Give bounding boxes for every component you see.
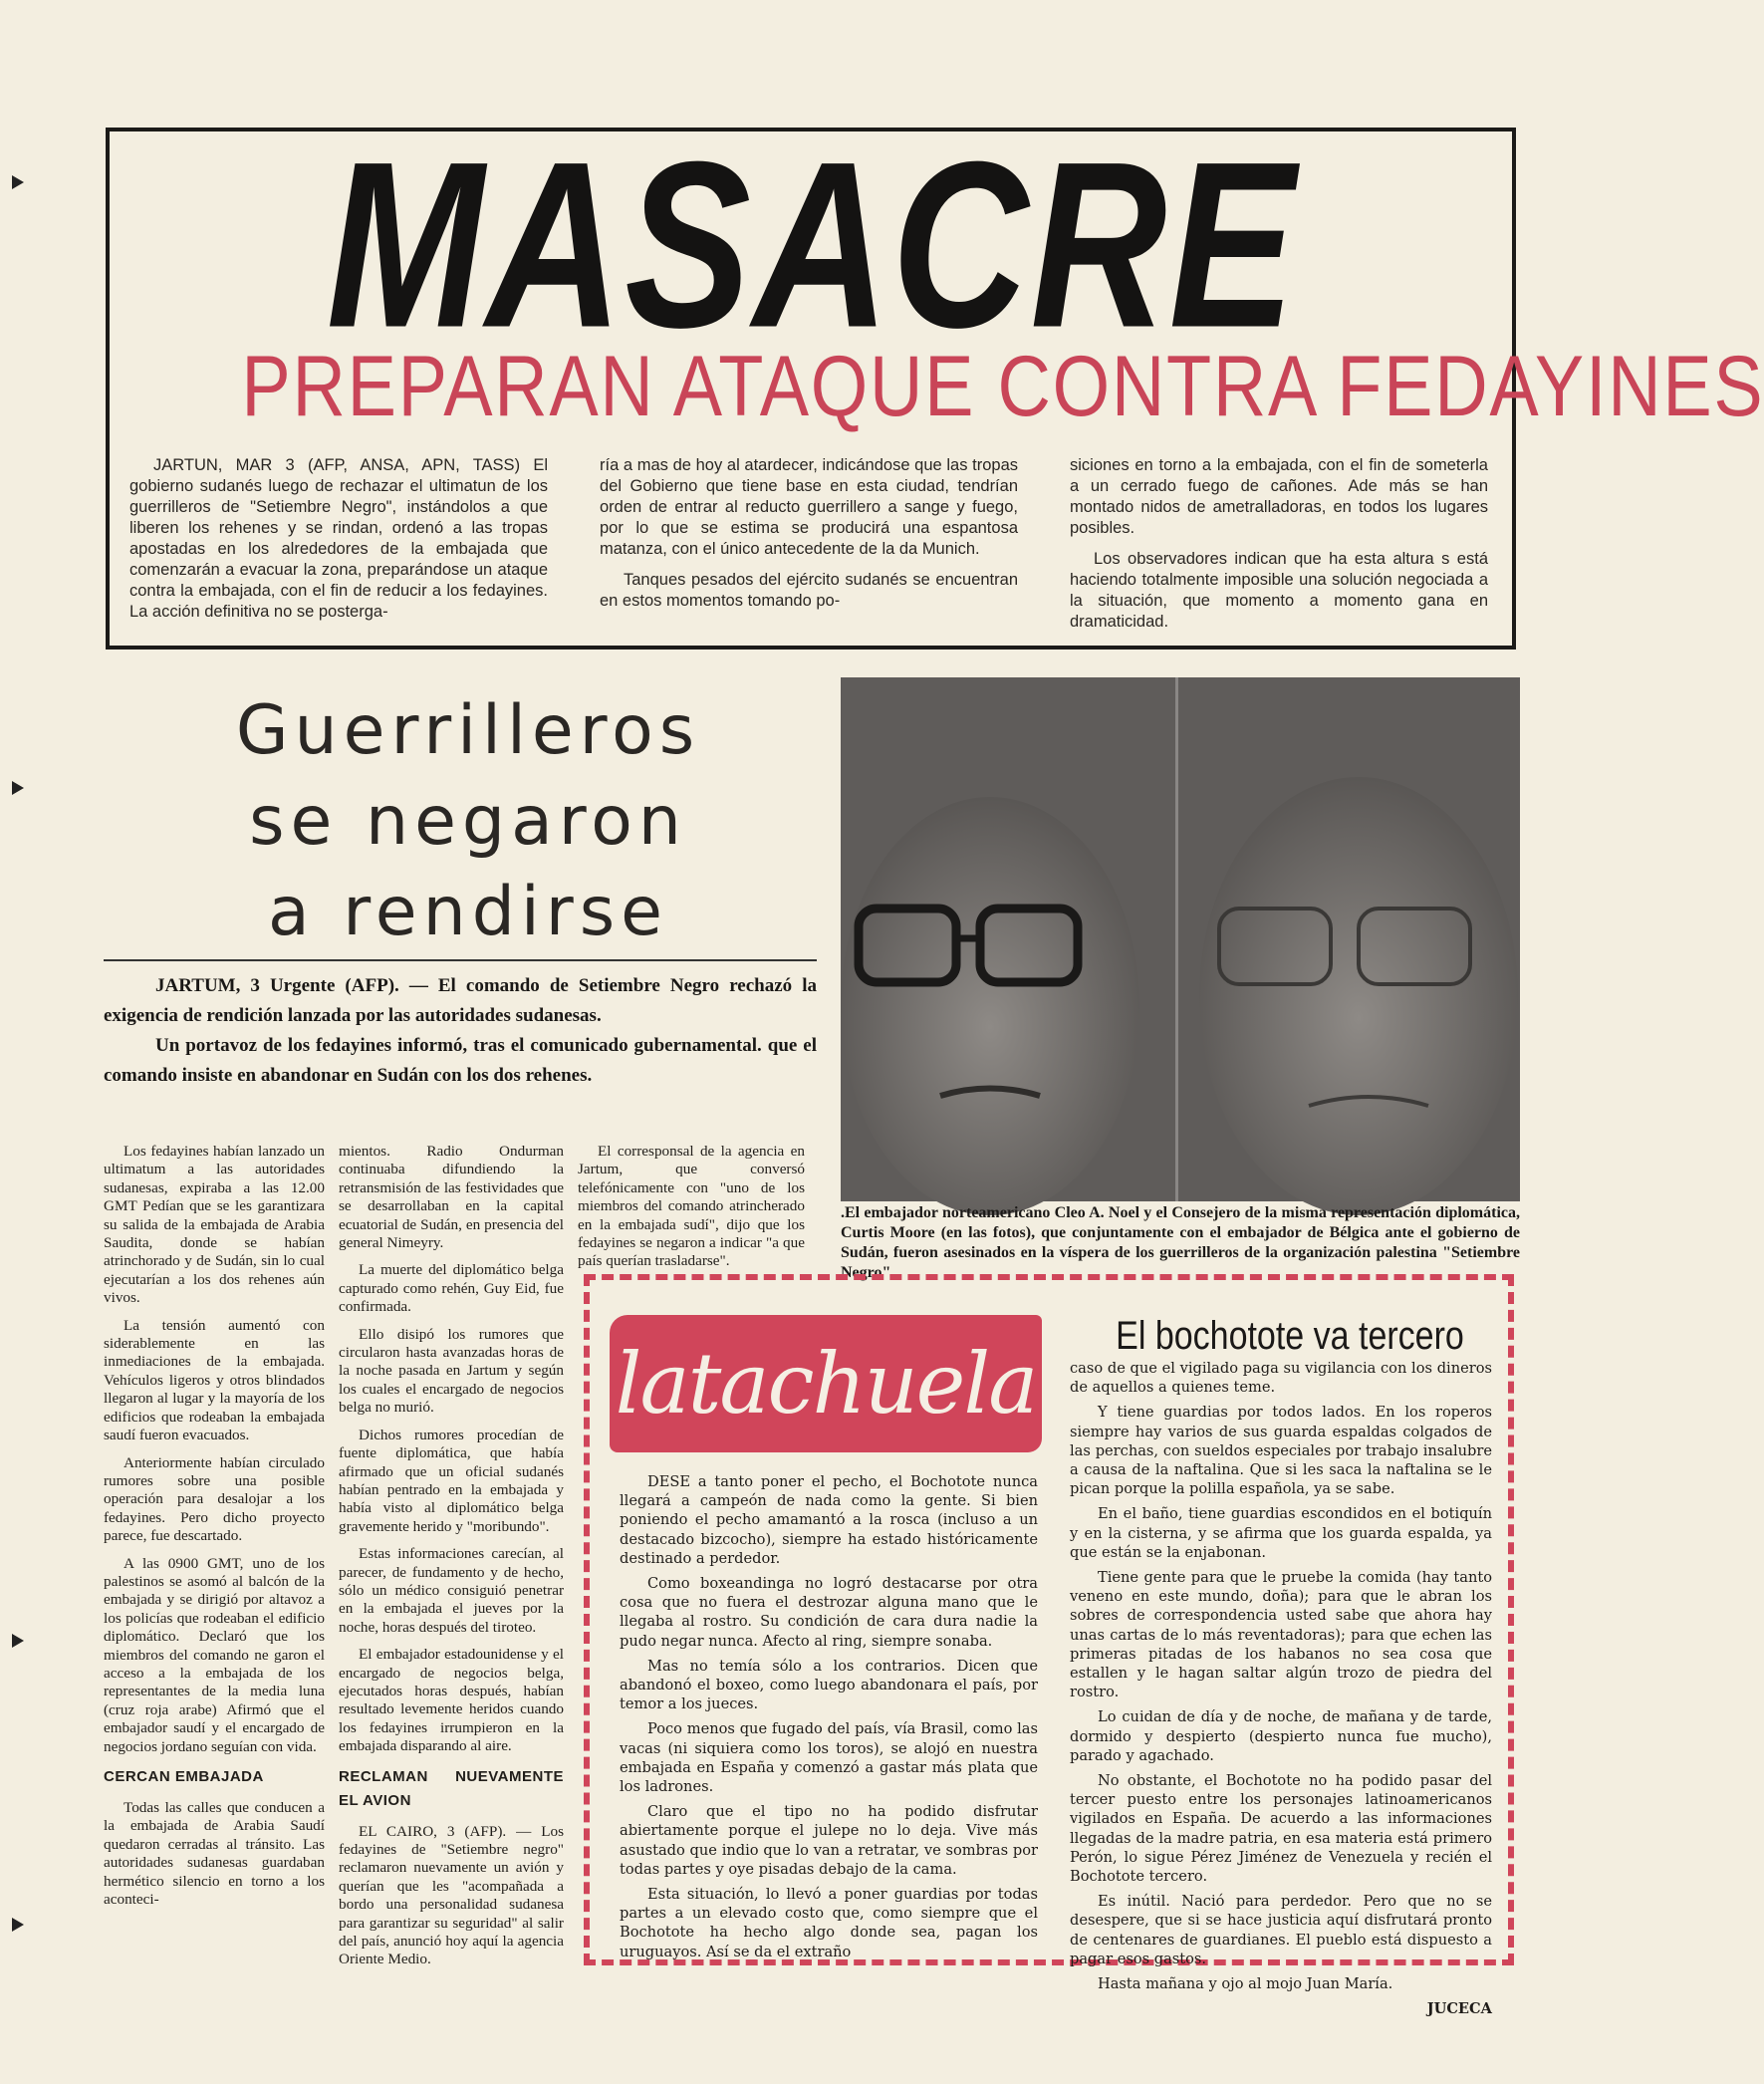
- paragraph: La muerte del diplomático belga capturado como rehén, Guy Eid, fue confirmada.: [339, 1261, 564, 1316]
- paragraph: ría a mas de hoy al atardecer, indicándose que las tropas del Gobierno que tiene base en esta ciudad, tendrían orden de entrar al reducto guerrillero a sange y fuego, por lo que se estima se producirá una espantosa matanza, con el único antecedente de la da Munich.: [600, 456, 1018, 558]
- headline-line: se negaron: [249, 782, 687, 861]
- paragraph: Dichos rumores procedían de fuente diplomática, que había afirmado que un oficial sudanés habían pentrado en la embajada y había visto al diplomático belga gravemente herido y "moribundo".: [339, 1426, 564, 1535]
- story-column-2: [339, 1143, 564, 1978]
- column-left-text: [620, 1472, 1038, 1967]
- paragraph: DESE a tanto poner el pecho, el Bochotote nunca llegará a campeón de nada como la gente. Si bien poniendo el pecho amamantó a la rosca (incluso a un destacado bizcocho), siempre ha estado históricamente destinado a perdedor.: [620, 1473, 1038, 1567]
- paragraph: El embajador estadounidense y el encargado de negocios belga, ejecutados horas después, habían resultado levemente heridos cuando los fedayines irrumpieron en la embajada disparando al aire.: [339, 1646, 564, 1755]
- paragraph: Estas informaciones carecían, al parecer, de fundamento y de hecho, sólo un médico consiguió penetrar en la embajada el jueves por la noche, horas después del tiroteo.: [339, 1545, 564, 1636]
- paragraph: Los observadores indican que ha esta altura s está haciendo totalmente imposible una solución negociada a la situación, que momento a momento gana en dramaticidad.: [1070, 550, 1488, 631]
- paragraph: Poco menos que fugado del país, vía Brasil, como las vacas (ni siquiera como los toros), se alojó en nuestra embajada en España y comenzó a gastar más plata que los ladrones.: [620, 1720, 1038, 1796]
- paragraph: La tensión aumentó con siderablemente en las inmediaciones de la embajada. Vehículos ligeros y otros blindados llegaron al lugar y la mayoría de los edificios que rodeaban la embajada saudí fueron evacuados.: [104, 1316, 325, 1444]
- top-column-2: [600, 455, 1018, 622]
- headline-rule: [104, 959, 817, 961]
- column-logo: latachuela: [615, 1335, 1037, 1433]
- headline-line: Guerrilleros: [235, 691, 701, 770]
- story-lede: [104, 971, 817, 1091]
- paragraph: Ello disipó los rumores que circularon hasta avanzadas horas de la noche pasada en Jartum y según los cuales el encargado de negocios belga no murió.: [339, 1325, 564, 1417]
- margin-mark: [12, 1918, 24, 1932]
- paragraph: EL CAIRO, 3 (AFP). — Los fedayines de "Setiembre negro" reclamaron nuevamente un avión y querían que les "acompañada a bordo una personalidad sudanesa para garantizar su seguridad" al salir del país, anunció hoy aquí la agencia Oriente Medio.: [339, 1822, 564, 1968]
- paragraph: Todas las calles que conducen a la embajada de Arabia Saudí quedaron cerradas al tránsito. Las autoridades sudanesas guardaban hermético silencio en torno a los aconteci-: [104, 1799, 325, 1909]
- paragraph: El corresponsal de la agencia en Jartum, que conversó telefónicamente con "uno de los miembros del comando atrincherado en la embajada sudí", dijo que los fedayines se negaron a indicar "a que país querían trasladarse".: [578, 1143, 805, 1270]
- top-column-3: [1070, 455, 1488, 643]
- margin-mark: [12, 175, 24, 189]
- paragraph: mientos. Radio Ondurman continuaba difundiendo la retransmisión de las festividades que se desarrollaban en la capital ecuatorial de Sudán, en presencia del general Nimeyry.: [339, 1143, 564, 1252]
- paragraph: siciones en torno a la embajada, con el fin de someterla a un cerrado fuego de cañones. Ade más se han montado nidos de ametralladoras, en todos los lugares posibles.: [1070, 456, 1488, 537]
- paragraph: Esta situación, lo llevó a poner guardias por todas partes a un elevado costo que, como siempre que el Bochotote ha hecho algo donde sea, pagan los uruguayos. Así se da el extraño: [620, 1886, 1038, 1960]
- subhead-cercan-embajada: CERCAN EMBAJADA: [104, 1768, 264, 1785]
- paragraph: Tiene gente para que le pruebe la comida (hay tanto veneno en este mundo, doña); para que le abran los sobres de correspondencia usted sabe que ahora hay unas cartas de lo más reventadoras); para que echen las primeras pitadas de los habanos no sea cosa que estallen y le hagan saltar algún trozo de piedra del rostro.: [1070, 1569, 1492, 1701]
- paragraph: Lo cuidan de día y de noche, de mañana y de tarde, dormido y despierto (despierto nunca fue mucho), parado y agachado.: [1070, 1708, 1492, 1764]
- paragraph: Como boxeandinga no logró destacarse por otra cosa que no fuera el destrozar alguna mano que le llegaba al rostro. Su condición de cara dura nadie la pudo negar nunca. Afecto al ring, siempre sonaba.: [620, 1575, 1038, 1650]
- paragraph: En el baño, tiene guardias escondidos en el botiquín y en la cisterna, y se afirma que los guarda espalda, ya que están se la enjabonan.: [1070, 1505, 1492, 1561]
- masthead-title: MASACRE: [326, 113, 1298, 378]
- headline-line: a rendirse: [268, 873, 668, 951]
- paragraph: Hasta mañana y ojo al mojo Juan María.: [1098, 1975, 1393, 1993]
- story-column-1: [104, 1143, 325, 1918]
- column-title: El bochotote va tercero: [1116, 1314, 1464, 1358]
- paragraph: No obstante, el Bochotote no ha podido pasar del tercer puesto entre los personajes latinoamericanos vigilados en España. De acuerdo a las informaciones llegadas de la madre patria, en esa materia está primero Perón, lo sigue Pérez Jiménez de Venezuela y recién el Bochotote tercero.: [1070, 1772, 1492, 1886]
- lede-paragraph: Un portavoz de los fedayines informó, tras el comunicado gubernamental. que el comando insiste en abandonar en Sudán con los dos rehenes.: [104, 1035, 817, 1086]
- top-column-1: [129, 455, 548, 633]
- paragraph: Y tiene guardias por todos lados. En los roperos siempre hay varios de sus guarda espaldas colgados de las perchas, con sueldos especiales por trabajo insalubre a causa de la naftalina. Que si les saca la naftalina se le pican porque la polilla española, ya se sabe.: [1070, 1404, 1492, 1498]
- lede-paragraph: JARTUM, 3 Urgente (AFP). — El comando de Setiembre Negro rechazó la exigencia de rendición lanzada por las autoridades sudanesas.: [104, 975, 817, 1026]
- margin-mark: [12, 1634, 24, 1648]
- story-headline: [129, 685, 807, 957]
- margin-mark: [12, 781, 24, 795]
- column-right-text: [1070, 1359, 1492, 2025]
- paragraph: Los fedayines habían lanzado un ultimatum a las autoridades sudanesas, expiraba a las 12.00 GMT Pedían que se les garantizara su salida de la embajada de Arabia Saudita, donde se habían atrinchorado y de Sudán, sin lo cual ejecutarían a los dos rehenes aún vivos.: [104, 1143, 325, 1307]
- photo-caption: .El embajador norteamericano Cleo A. Noel y el Consejero de la misma representación diplomática, Curtis Moore (en las fotos), que conjuntamente con el embajador de Bélgica ante el gobierno de Sudán, fueron asesinados en la víspera de los guerrilleros de la organización palestina "Setiembre Negro".: [841, 1204, 1520, 1281]
- story-column-3: [578, 1143, 805, 1280]
- news-photo: [841, 677, 1520, 1201]
- paragraph: A las 0900 GMT, uno de los palestinos se asomó al balcón de la embajada y se dirigió por altavoz a los policías que rodeaban el edificio diplomático. Declaró que los miembros del comando ne garon el acceso a la embajada de los representantes de la media luna (cruz roja arabe) Afirmó que el embajador saudí y el encargado de negocios jordano seguían con vida.: [104, 1554, 325, 1755]
- portrait-photo: [841, 677, 1520, 1201]
- paragraph: caso de que el vigilado paga su vigilancia con los dineros de aquellos a quienes teme.: [1070, 1360, 1492, 1397]
- masthead-subtitle: PREPARAN ATAQUE CONTRA FEDAYINES: [241, 339, 1764, 434]
- subhead-reclaman: RECLAMAN NUEVAMENTE EL AVION: [339, 1767, 564, 1809]
- paragraph: Tanques pesados del ejército sudanés se encuentran en estos momentos tomando po-: [600, 571, 1018, 610]
- paragraph: JARTUN, MAR 3 (AFP, ANSA, APN, TASS) El gobierno sudanés luego de rechazar el ultimatun de los guerrilleros de "Setiembre Negro", instándolos a que liberen los rehenes y se rindan, ordenó a las tropas apostadas en los alrededores de la embajada que comenzarán a evacuar la zona, preparándose un ataque contra la embajada, con el fin de reducir a los fedayines. La acción definitiva no se posterga-: [129, 456, 548, 621]
- paragraph: Mas no temía sólo a los contrarios. Dicen que abandonó el boxeo, como luego abandonara el país, por temor a los jueces.: [620, 1657, 1038, 1713]
- paragraph: Claro que el tipo no ha podido disfrutar abiertamente porque el julepe no lo deja. Vive más asustado que indio que lo van a retratar, ve sombras por todas partes y oye pisadas debajo de la cama.: [620, 1803, 1038, 1878]
- paragraph: Anteriormente habían circulado rumores sobre una posible operación para desalojar a los fedayines. Pero dicho proyecto parece, fue descartado.: [104, 1453, 325, 1545]
- column-signature: JUCECA: [1426, 2000, 1492, 2018]
- paragraph: Es inútil. Nació para perdedor. Pero que no se desespere, que si se hace justicia aquí disfrutará pronto de centenares de guardianes. El pueblo está dispuesto a pagar esos gastos.: [1070, 1893, 1492, 1967]
